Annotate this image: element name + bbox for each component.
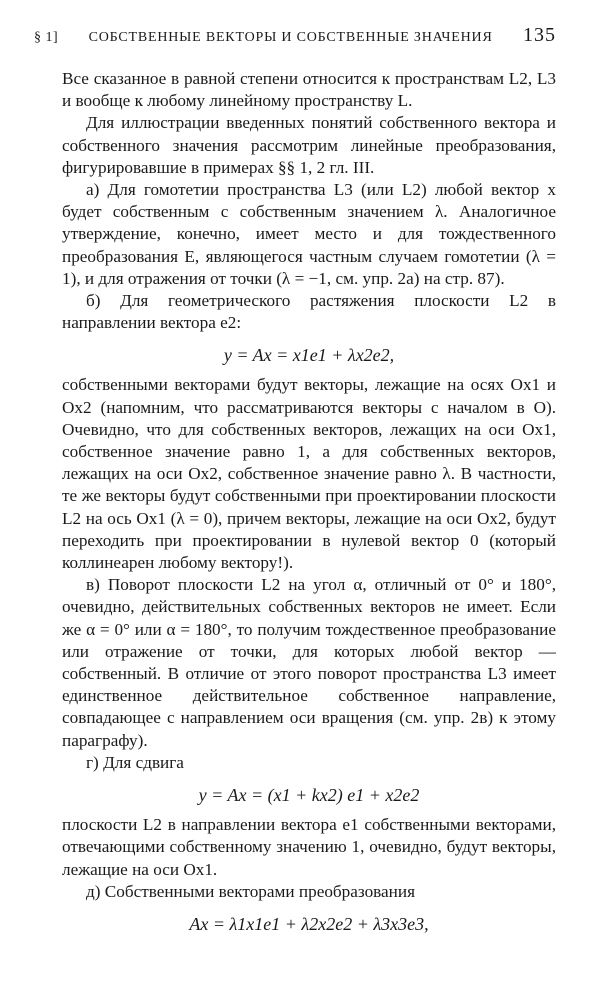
paragraph: д) Собственными векторами преобразования [86,881,415,901]
paragraph: Для иллюстрации введенных понятий собственного вектора и собственного значения рассмотрим линейные преобразования, фигурировавшие в примерах §§ 1, 2 гл. III. [62,113,556,177]
paragraph: в) Поворот плоскости L2 на угол α, отличный от 0° и 180°, очевидно, действительных собственных векторов не имеет. Если же α = 0° или α = 180°, то получим тождественное преобразование или отражение от точки, для которых любой вектор — собственный. В отличие от этого поворот пространства L3 имеет единственное действительное собственное направление, совпадающее с направлением оси вращения (см. упр. 2в) к этому параграфу). [62,575,556,750]
page-number: 135 [523,24,556,46]
paragraph: а) Для гомотетии пространства L3 (или L2) любой вектор x будет собственным с собственным значением λ. Аналогичное утверждение, конечно, имеет место и для тождественного преобразования E, являющегося частным случаем гомотетии (λ = 1), и для отражения от точки (λ = −1, см. упр. 2а) на стр. 87). [62,180,556,288]
formula: y = Ax = x1e1 + λx2e2, [223,345,395,366]
paragraph: плоскости L2 в направлении вектора e1 собственными векторами, отвечающими собственному значению 1, очевидно, будут векторы, лежащие на оси Ox1. [62,815,556,879]
formula: Ax = λ1x1e1 + λ2x2e2 + λ3x3e3, [189,913,429,934]
running-title: СОБСТВЕННЫЕ ВЕКТОРЫ И СОБСТВЕННЫЕ ЗНАЧЕНИЯ [88,30,493,45]
paragraph: б) Для геометрического растяжения плоскости L2 в направлении вектора e2: [62,291,556,333]
paragraph: г) Для сдвига [86,752,184,772]
paragraph: Все сказанное в равной степени относится к пространствам L2, L3 и вообще к любому линейному пространству L. [62,69,556,111]
paragraph: собственными векторами будут векторы, лежащие на осях Ox1 и Ox2 (напомним, что рассматриваются векторы с началом в O). Очевидно, что для собственных векторов, лежащих на оси Ox1, собственное значение равно 1, а для собственных векторов, лежащих на оси Ox2, собственное значение равно λ. В частности, те же векторы будут собственными при проектировании плоскости L2 на ось Ox1 (λ = 0), причем векторы, лежащие на оси Ox2, будут переходить при проектировании в нулевой вектор 0 (который коллинеарен любому вектору!). [62,375,556,573]
formula: y = Ax = (x1 + kx2) e1 + x2e2 [198,785,420,806]
page-body [62,68,556,943]
section-marker: § 1] [34,30,59,45]
running-header [34,24,556,50]
